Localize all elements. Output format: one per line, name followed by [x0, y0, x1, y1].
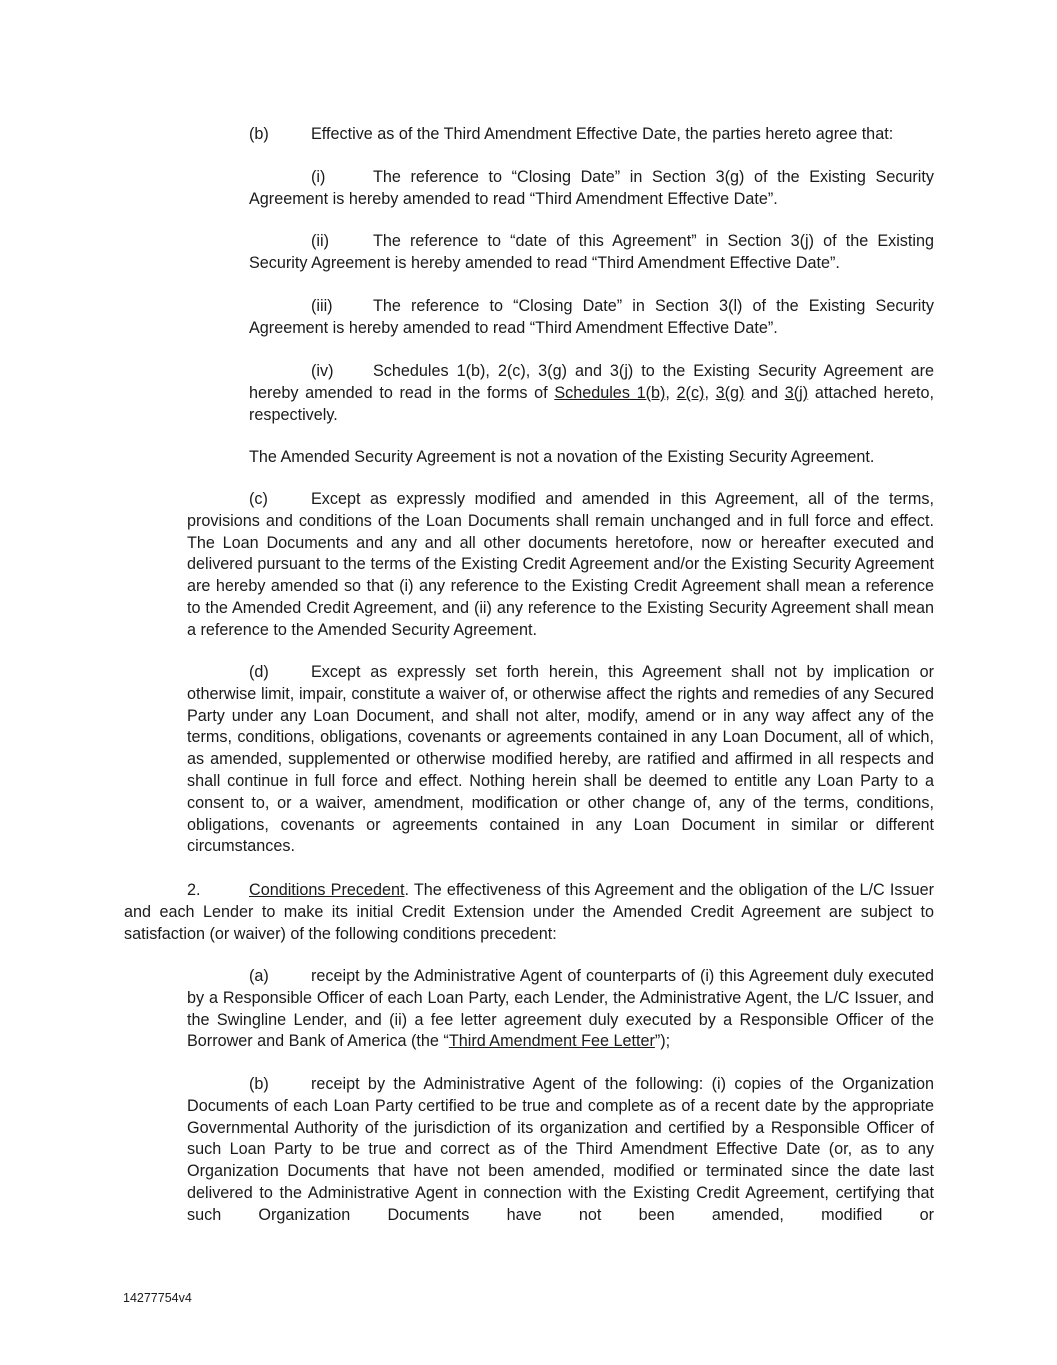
item-ii	[249, 231, 934, 275]
condition-b-label: (b)	[249, 1075, 269, 1093]
section-2-text: . The effectiveness of this Agreement and the obligation of the L/C Issuer and each Lender to make its initial Credit Extension under the Amended Credit Agreement are subject to satisfaction (or waiver) of the following conditions precedent:	[124, 881, 934, 943]
paragraph-d-label: (d)	[249, 663, 269, 681]
condition-a-text-after: ”);	[654, 1032, 671, 1051]
paragraph-b-label: (b)	[249, 125, 269, 143]
schedule-3g-reference: 3(g)	[715, 383, 745, 402]
third-amendment-fee-letter-term: Third Amendment Fee Letter	[448, 1032, 655, 1051]
paragraph-c-label: (c)	[249, 490, 268, 508]
section-2	[124, 880, 934, 945]
schedules-1b-reference: Schedules 1(b)	[554, 383, 666, 402]
item-iv-text-after: attached hereto, respectively.	[249, 383, 934, 424]
document-id-footer: 14277754v4	[123, 1291, 192, 1305]
item-ii-text: The reference to “date of this Agreement” in Section 3(j) of the Existing Security Agreement is hereby amended to read “Third Amendment Effective Date”.	[249, 232, 934, 272]
item-iv-separator: and	[744, 383, 785, 402]
paragraph-b-text: Effective as of the Third Amendment Effective Date, the parties hereto agree that:	[311, 125, 894, 143]
condition-a-text-before: receipt by the Administrative Agent of counterparts of (i) this Agreement duly executed by a Responsible Officer of each Loan Party, each Lender, the Administrative Agent, the L/C Issuer, and the Swingline Lender, and (ii) a fee letter agreement duly executed by a Responsible Officer of the Borrower and Bank of America (the “	[187, 967, 934, 1051]
schedule-2c-reference: 2(c)	[676, 383, 705, 402]
item-i-label: (i)	[311, 168, 326, 186]
item-i-text: The reference to “Closing Date” in Section 3(g) of the Existing Security Agreement is hereby amended to read “Third Amendment Effective Date”.	[249, 168, 934, 208]
item-iii	[249, 296, 934, 340]
novation-statement: The Amended Security Agreement is not a novation of the Existing Security Agreement.	[249, 448, 875, 466]
condition-b	[187, 1074, 934, 1227]
schedule-3j-reference: 3(j)	[784, 383, 809, 402]
item-iii-text: The reference to “Closing Date” in Section 3(l) of the Existing Security Agreement is hereby amended to read “Third Amendment Effective Date”.	[249, 297, 934, 337]
condition-b-text: receipt by the Administrative Agent of the following: (i) copies of the Organization Documents of each Loan Party certified to be true and complete as of a recent date by the appropriate Governmental Authority of the jurisdiction of its organization and certified by a Responsible Officer of such Loan Party to be true and correct as of the Third Amendment Effective Date (or, as to any Organization Documents that have not been amended, modified or terminated since the date last delivered to the Administrative Agent in connection with the Existing Credit Agreement, certifying that such Organization Documents have not been amended, modified or	[187, 1075, 934, 1224]
item-iv-separator: ,	[704, 383, 716, 402]
condition-a	[187, 966, 934, 1053]
paragraph-c	[187, 489, 934, 642]
paragraph-b	[249, 124, 934, 146]
item-iii-label: (iii)	[311, 297, 333, 315]
paragraph-d	[187, 662, 934, 858]
item-iv-text-before: Schedules 1(b), 2(c), 3(g) and 3(j) to the Existing Security Agreement are hereby amended to read in the forms of	[249, 362, 934, 402]
paragraph-d-text: Except as expressly set forth herein, this Agreement shall not by implication or otherwise limit, impair, constitute a waiver of, or otherwise affect the rights and remedies of any Secured Party under any Loan Document, and shall not alter, modify, amend or in any way affect any of the terms, conditions, obligations, covenants or agreements contained in any Loan Document, all of which, as amended, supplemented or otherwise modified hereby, are ratified and affirmed in all respects and shall continue in full force and effect. Nothing herein shall be deemed to entitle any Loan Party to a consent to, or a waiver, amendment, modification or other change of, any of the terms, conditions, obligations, covenants or agreements contained in any Loan Document in similar or different circumstances.	[187, 663, 934, 856]
section-2-number: 2.	[187, 881, 201, 899]
section-2-heading: Conditions Precedent	[249, 881, 405, 899]
item-i	[249, 167, 934, 211]
item-iv	[249, 361, 934, 426]
item-iv-separator: ,	[665, 383, 677, 402]
item-ii-label: (ii)	[311, 232, 329, 250]
item-iv-label: (iv)	[311, 362, 334, 380]
condition-a-label: (a)	[249, 967, 269, 985]
paragraph-c-text: Except as expressly modified and amended in this Agreement, all of the terms, provisions and conditions of the Loan Documents shall remain unchanged and in full force and effect. The Loan Documents and any and all other documents heretofore, now or hereafter executed and delivered pursuant to the terms of the Existing Credit Agreement and/or the Existing Security Agreement are hereby amended so that (i) any reference to the Existing Credit Agreement shall mean a reference to the Amended Credit Agreement, and (ii) any reference to the Existing Security Agreement shall mean a reference to the Amended Security Agreement.	[187, 490, 934, 639]
